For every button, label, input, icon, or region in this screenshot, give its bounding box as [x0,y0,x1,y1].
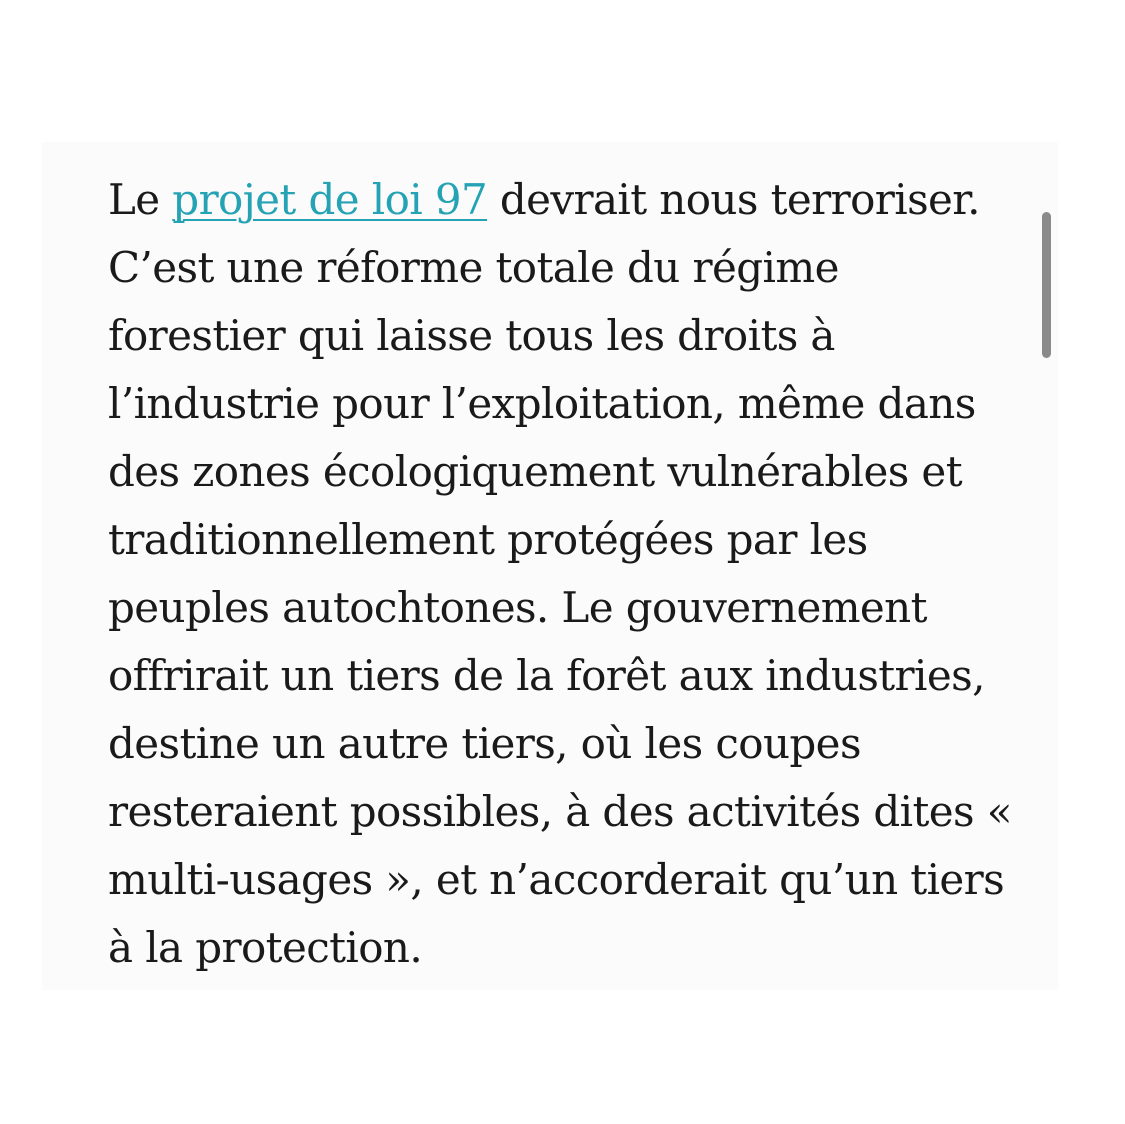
article-line-4: l’industrie pour l’exploitation, même dans [108,379,976,428]
line-1-lead-text: Le [108,175,173,224]
scrollbar-thumb[interactable] [1042,212,1051,358]
article-line-6: traditionnellement protégées par les [108,515,868,564]
article-line-3: forestier qui laisse tous les droits à [108,311,835,360]
article-line-5: des zones écologiquement vulnérables et [108,447,962,496]
article-line-10: resteraient possibles, à des activités dites « [108,787,1012,836]
article-line-12: à la protection. [108,923,423,972]
article-line-11: multi-usages », et n’accorderait qu’un tiers [108,855,1005,904]
article-line-2: C’est une réforme totale du régime [108,243,839,292]
line-1-trail-text: devrait nous terroriser. [487,175,980,224]
bill-97-link[interactable]: projet de loi 97 [172,175,488,224]
article-paragraph [108,166,1028,982]
article-line-1 [108,166,1028,234]
article-line-8: offrirait un tiers de la forêt aux industries, [108,651,985,700]
article-line-9: destine un autre tiers, où les coupes [108,719,861,768]
article-line-7: peuples autochtones. Le gouvernement [108,583,927,632]
